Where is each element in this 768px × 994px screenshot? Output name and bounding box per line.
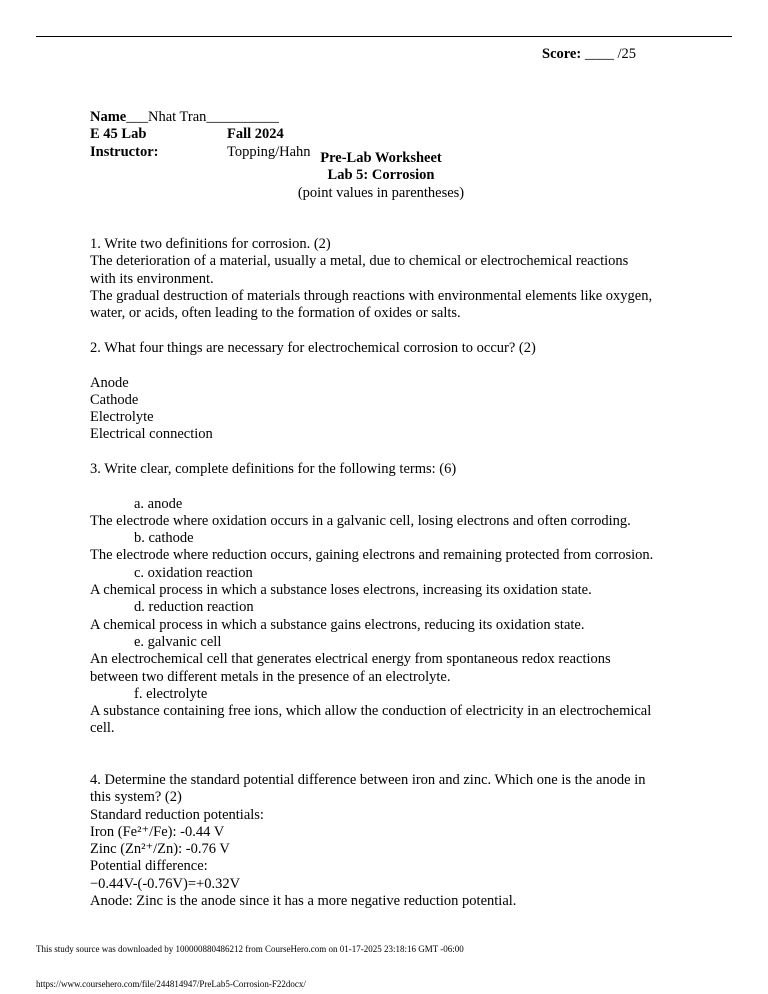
- term-label: b. cathode: [134, 530, 194, 547]
- term-definition: A substance containing free ions, which allow the conduction of electricity in an electrochemical: [90, 703, 652, 720]
- q4-answer-line: Anode: Zinc is the anode since it has a more negative reduction potential.: [90, 893, 517, 910]
- instructor-label: Instructor:: [90, 143, 159, 160]
- term-definition: An electrochemical cell that generates electrical energy from spontaneous redox reactions: [90, 651, 611, 668]
- course-label: E 45 Lab: [90, 126, 147, 143]
- score-total: /25: [617, 46, 636, 62]
- score-line: [542, 46, 636, 63]
- title-line-2: Lab 5: Corrosion: [327, 167, 435, 184]
- instructor-value: Topping/Hahn: [227, 143, 311, 160]
- q2-answer: Anode: [90, 374, 129, 391]
- course-row: [90, 126, 390, 143]
- source-url[interactable]: https://www.coursehero.com/file/244814947/PreLab5-Corrosion-F22docx/: [36, 979, 306, 989]
- term-label: c. oxidation reaction: [134, 564, 253, 581]
- question-2: [90, 340, 690, 444]
- q4-question-line-2: this system? (2): [90, 789, 182, 806]
- name-label: Name: [90, 109, 127, 125]
- download-notice: This study source was downloaded by 100000880486212 from CourseHero.com on 01-17-2025 23:18:16 GMT -06:00: [36, 944, 464, 954]
- term-label: f. electrolyte: [134, 685, 208, 702]
- q1-answer-2-line-2: water, or acids, often leading to the formation of oxides or salts.: [90, 305, 461, 322]
- q4-answer-line: Zinc (Zn²⁺/Zn): -0.76 V: [90, 841, 230, 858]
- question-4: [90, 772, 690, 910]
- name-value: ___Nhat Tran__________: [126, 109, 279, 125]
- q1-answer-2-line-1: The gradual destruction of materials through reactions with environmental elements like oxygen,: [90, 287, 653, 304]
- q1-answer-1-line-1: The deterioration of a material, usually a metal, due to chemical or electrochemical reactions: [90, 253, 629, 270]
- q1-answer-1-line-2: with its environment.: [90, 270, 214, 287]
- question-1: [90, 236, 690, 322]
- title-line-1: Pre-Lab Worksheet: [320, 150, 442, 166]
- term-label: d. reduction reaction: [134, 599, 254, 616]
- term-definition: A chemical process in which a substance gains electrons, reducing its oxidation state.: [90, 616, 585, 633]
- term-definition: The electrode where reduction occurs, gaining electrons and remaining protected from corrosion.: [90, 547, 654, 564]
- q4-answer-line: −0.44V-(-0.76V)=+0.32V: [90, 875, 241, 892]
- name-row: [90, 109, 390, 126]
- score-label: Score:: [542, 46, 582, 62]
- question-3: [90, 461, 690, 738]
- q4-answer-line: Iron (Fe²⁺/Fe): -0.44 V: [90, 823, 225, 840]
- q3-question: 3. Write clear, complete definitions for the following terms: (6): [90, 461, 457, 477]
- q4-answer-line: Potential difference:: [90, 858, 208, 875]
- term-definition: A chemical process in which a substance loses electrons, increasing its oxidation state.: [90, 582, 592, 599]
- course-term: Fall 2024: [227, 126, 284, 143]
- q2-answer: Cathode: [90, 391, 139, 408]
- score-blank: ____: [584, 46, 614, 62]
- term-definition: cell.: [90, 720, 115, 737]
- q2-answer: Electrolyte: [90, 409, 154, 426]
- worksheet-title: [90, 150, 672, 202]
- term-definition: The electrode where oxidation occurs in a galvanic cell, losing electrons and often corroding.: [90, 512, 631, 529]
- title-line-3: (point values in parentheses): [297, 184, 465, 201]
- q1-question: 1. Write two definitions for corrosion. (2): [90, 236, 331, 252]
- term-label: a. anode: [134, 495, 183, 512]
- term-label: e. galvanic cell: [134, 633, 222, 650]
- q2-answer: Electrical connection: [90, 426, 213, 443]
- q4-question-line-1: 4. Determine the standard potential difference between iron and zinc. Which one is the anode in: [90, 772, 646, 788]
- term-definition: between two different metals in the presence of an electrolyte.: [90, 668, 451, 685]
- q2-question: 2. What four things are necessary for electrochemical corrosion to occur? (2): [90, 340, 536, 356]
- top-rule: [36, 36, 732, 37]
- q4-answer-line: Standard reduction potentials:: [90, 806, 264, 823]
